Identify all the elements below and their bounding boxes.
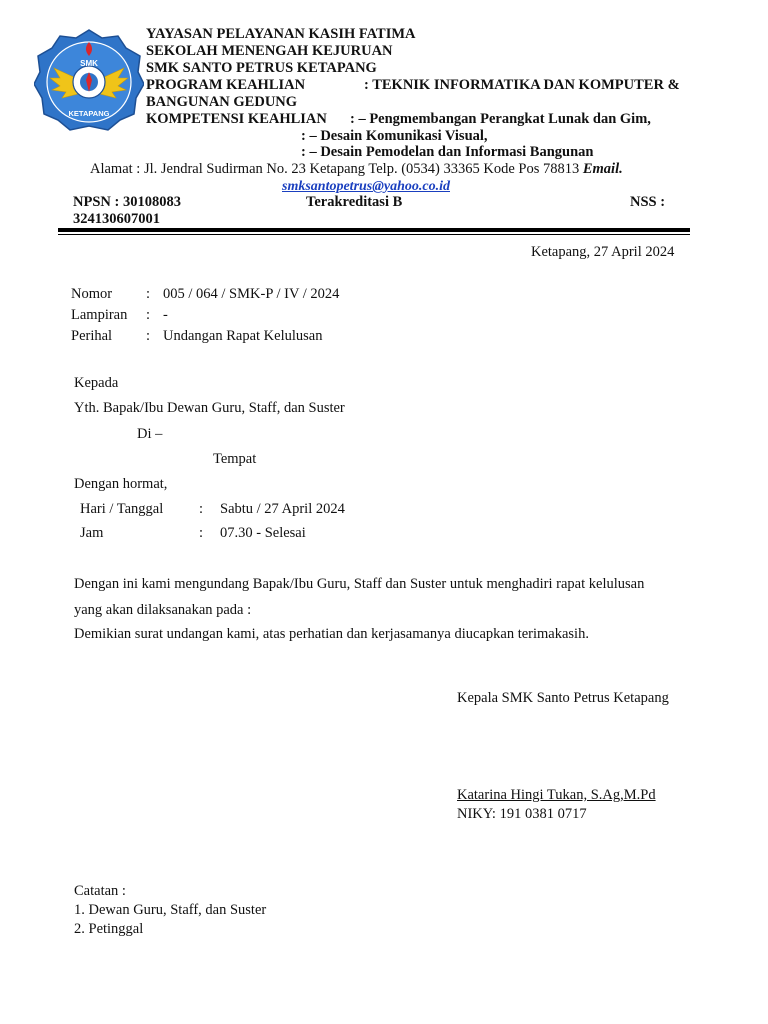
email-link[interactable]: smksantopetrus@yahoo.co.id xyxy=(282,179,450,194)
competency-label: KOMPETENSI KEAHLIAN xyxy=(146,111,327,127)
signer-title: Kepala SMK Santo Petrus Ketapang xyxy=(457,690,669,706)
meta-sep: : xyxy=(146,328,151,344)
school-name: SMK SANTO PETRUS KETAPANG xyxy=(146,60,377,76)
recipient-di: Di – xyxy=(137,426,163,442)
meta-sep: : xyxy=(146,286,151,302)
schedule-value-date: Sabtu / 27 April 2024 xyxy=(220,501,345,517)
program-label: PROGRAM KEAHLIAN xyxy=(146,77,306,93)
schedule-sep: : xyxy=(199,525,204,541)
email-label: Email. xyxy=(582,161,623,177)
meta-value-nomor: 005 / 064 / SMK-P / IV / 2024 xyxy=(163,286,340,302)
foundation-name: YAYASAN PELAYANAN KASIH FATIMA xyxy=(146,26,416,42)
meta-label-nomor: Nomor xyxy=(71,286,113,302)
meta-sep: : xyxy=(146,307,151,323)
body-paragraph-2: Demikian surat undangan kami, atas perhatian dan kerjasamanya diucapkan terimakasih. xyxy=(74,626,589,642)
notes-item-2: 2. Petinggal xyxy=(74,921,144,937)
recipient-label: Kepada xyxy=(74,375,119,391)
school-logo xyxy=(34,28,144,132)
meta-value-lampiran: - xyxy=(163,307,168,323)
nss-label: NSS : xyxy=(630,194,666,210)
schedule-sep: : xyxy=(199,501,204,517)
competency-item-1: : – Pengmembangan Perangkat Lunak dan Gim, xyxy=(350,111,651,127)
recipient: Yth. Bapak/Ibu Dewan Guru, Staff, dan Suster xyxy=(74,400,345,416)
address-line xyxy=(90,161,623,178)
greeting: Dengan hormat, xyxy=(74,476,168,492)
npsn: NPSN : 30108083 xyxy=(73,194,181,210)
logo-bottom-text: KETAPANG xyxy=(68,109,110,118)
accreditation: Terakreditasi B xyxy=(306,194,403,210)
signer-id: NIKY: 191 0381 0717 xyxy=(457,806,587,822)
nss-value: 324130607001 xyxy=(73,211,160,227)
place-date: Ketapang, 27 April 2024 xyxy=(531,244,675,260)
header-divider-thick xyxy=(58,228,690,232)
program-value-continued: BANGUNAN GEDUNG xyxy=(146,94,298,110)
schedule-label-date: Hari / Tanggal xyxy=(80,501,164,517)
competency-item-3: : – Desain Pemodelan dan Informasi Bangunan xyxy=(301,144,594,160)
body-paragraph-1: Dengan ini kami mengundang Bapak/Ibu Guru, Staff dan Suster untuk menghadiri rapat kelulusan xyxy=(74,576,645,592)
meta-label-perihal: Perihal xyxy=(71,328,113,344)
header-divider-thin xyxy=(58,234,690,235)
body-paragraph-1-continued: yang akan dilaksanakan pada : xyxy=(74,602,252,618)
notes-item-1: 1. Dewan Guru, Staff, dan Suster xyxy=(74,902,267,918)
signer-name: Katarina Hingi Tukan, S.Ag,M.Pd xyxy=(457,787,656,803)
competency-item-2: : – Desain Komunikasi Visual, xyxy=(301,128,488,144)
notes-label: Catatan : xyxy=(74,883,126,899)
logo-top-text: SMK xyxy=(80,59,98,68)
schedule-value-time: 07.30 - Selesai xyxy=(220,525,306,541)
meta-value-perihal: Undangan Rapat Kelulusan xyxy=(163,328,323,344)
address-text: Alamat : Jl. Jendral Sudirman No. 23 Ketapang Telp. (0534) 33365 Kode Pos 78813 xyxy=(90,161,580,177)
program-value: : TEKNIK INFORMATIKA DAN KOMPUTER & xyxy=(364,77,680,93)
meta-label-lampiran: Lampiran xyxy=(71,307,128,323)
schedule-label-time: Jam xyxy=(80,525,104,541)
school-type: SEKOLAH MENENGAH KEJURUAN xyxy=(146,43,393,59)
recipient-place: Tempat xyxy=(213,451,257,467)
